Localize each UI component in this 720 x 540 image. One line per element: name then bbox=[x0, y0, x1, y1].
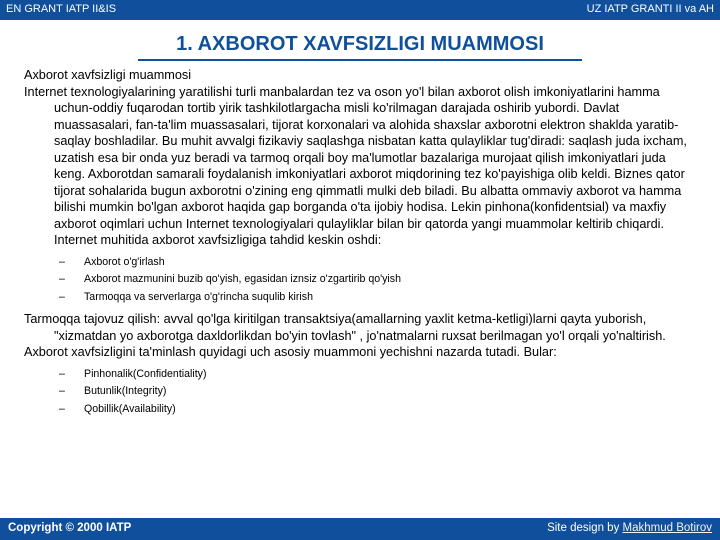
header-left-text: EN GRANT IATP II&IS bbox=[6, 3, 117, 15]
attack-paragraph: Tarmoqqa tajovuz qilish: avval qo'lga kiritilgan transaktsiya(amallarning yaxlit ketma-ketligi)larni qayta yuborish, "xizmatdan yo axborotga daxldorlikdan bo'yin tovlash" , jo'natmalarni ruxsat berilmagan yo'l orqali yo'naltirish. bbox=[24, 312, 666, 343]
list-item-text: Tarmoqqa va serverlarga o'g'rincha suqulib kirish bbox=[84, 290, 313, 303]
author-link[interactable]: Makhmud Botirov bbox=[622, 522, 712, 534]
list-item-text: Butunlik(Integrity) bbox=[84, 385, 167, 397]
list-item-text: Pinhonalik(Confidentiality) bbox=[84, 367, 207, 380]
dash-bullet: – bbox=[59, 385, 65, 397]
problems-intro-paragraph: Axborot xavfsizligini ta'minlash quyidagi uch asosiy muammoni yechishni nazarda tutadi. Bular: bbox=[24, 345, 557, 359]
list-item-text: Qobillik(Availability) bbox=[84, 402, 176, 415]
list-item bbox=[24, 366, 696, 384]
dash-bullet: – bbox=[59, 273, 65, 285]
site-design-credit bbox=[547, 522, 712, 534]
list-item-text: Axborot mazmunini buzib qo'yish, egasidan iznsiz o'zgartirib qo'yish bbox=[84, 273, 401, 285]
header-right-text: UZ IATP GRANTI II va AH bbox=[586, 3, 714, 15]
threat-list bbox=[24, 254, 696, 307]
dash-bullet: – bbox=[59, 402, 65, 415]
list-item bbox=[24, 401, 696, 419]
list-item bbox=[24, 254, 696, 272]
problem-list bbox=[24, 366, 696, 419]
page-title: 1. AXBOROT XAVFSIZLIGI MUAMMOSI bbox=[176, 33, 544, 55]
intro-paragraph: Internet texnologiyalarining yaratilishi turli manbalardan tez va oson yo'l bilan axborot olish imkoniyatlarini hamma uchun-oddiy fuqarodan tortib yirik tashkilotlargacha misli ko'rilmagan darajada oshirib yubordi. Davlat muassasalari, fan-ta'lim muassasalari, tijorat korxonalari va alohida shaxslar axborotni elektron shaklda yaratib-saqlay boshladilar. Bu muhit avvalgi fizikaviy saqlashga nisbatan katta qulayliklar tug'diradi: saqlash juda ixcham, uzatish esa bir onda yuz beradi va tarmoq orqali boy ma'lumotlar bazalariga murojaat qilish imkoniyatlari juda keng. Axborotdan samarali foydalanish imkoniyatlari axborot miqdorining tez ko'payishiga olib keldi. Biznes qator tijorat sohalarida bugun axborotni o'zining eng qimmatli mulki deb biladi. Bu albatta ommaviy axborot va hamma bilishi mumkin bo'lgan axborot haqida gap borganda o'ta ijobiy hodisa. Lekin pinhona(konfidentsial) va maxfiy axborot oqimlari uchun Internet texnologiyalari qulayliklar bilan bir qatorda yangi muammolar keltirib chiqardi. Internet muhitida axborot xavfsizligiga tahdid keskin oshdi: bbox=[24, 84, 687, 247]
section-heading: Axborot xavfsizligi muammosi bbox=[24, 68, 192, 82]
list-item bbox=[24, 271, 696, 289]
list-item-text: Axborot o'g'irlash bbox=[84, 255, 165, 268]
dash-bullet: – bbox=[59, 255, 65, 268]
title-underline bbox=[138, 59, 582, 61]
site-design-label: Site design by bbox=[547, 522, 623, 534]
copyright-text: Copyright © 2000 IATP bbox=[8, 522, 132, 534]
footer-bar bbox=[0, 518, 720, 540]
main-content bbox=[24, 67, 696, 423]
top-header-bar bbox=[0, 0, 720, 20]
list-item bbox=[24, 289, 696, 307]
dash-bullet: – bbox=[59, 290, 65, 303]
list-item bbox=[24, 383, 696, 401]
dash-bullet: – bbox=[59, 367, 65, 380]
